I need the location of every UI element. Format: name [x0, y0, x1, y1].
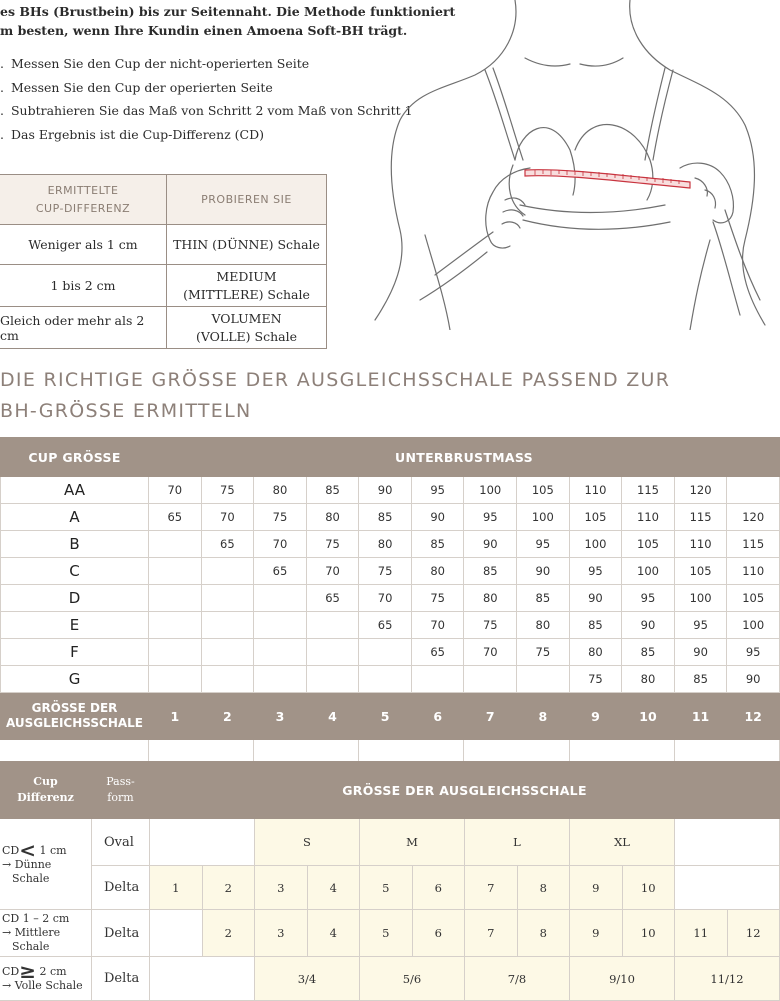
size-cell: 95	[464, 504, 517, 531]
size-cell: 65	[411, 639, 464, 666]
table-row	[1, 639, 780, 666]
size-cell	[359, 639, 412, 666]
footer-size: 1	[149, 693, 202, 740]
delta-size-cell: 4	[307, 910, 360, 957]
footer-size: 12	[727, 693, 780, 740]
size-cell: 75	[201, 477, 254, 504]
size-cell: 95	[727, 639, 780, 666]
delta-size-cell: 5/6	[360, 957, 465, 1001]
size-cell	[306, 639, 359, 666]
size-cell: 105	[727, 585, 780, 612]
delta-size-cell: 9	[570, 910, 623, 957]
size-cell: 65	[201, 531, 254, 558]
header-underbust: UNTERBRUSTMASS	[149, 438, 780, 477]
header-shell-size: GRÖSSE DER AUSGLEICHSSCHALE	[150, 762, 780, 819]
size-cell	[149, 531, 202, 558]
size-cell: 80	[254, 477, 307, 504]
size-cell	[254, 639, 307, 666]
size-cell: 95	[517, 531, 570, 558]
size-cell: 65	[306, 585, 359, 612]
size-cell: 95	[674, 612, 727, 639]
oval-size-cell: S	[255, 819, 360, 866]
size-cell: 65	[149, 504, 202, 531]
cd-1-2cm-label: CD 1 – 2 cm → Mittlere Schale	[0, 910, 92, 957]
footer-size: 8	[517, 693, 570, 740]
size-cell: 85	[359, 504, 412, 531]
size-cell: 80	[306, 504, 359, 531]
size-cell: 70	[464, 639, 517, 666]
table-row	[1, 558, 780, 585]
cd-try-cell: THIN (DÜNNE) Schale	[167, 225, 327, 265]
empty-cell	[150, 819, 255, 866]
size-cell: 90	[674, 639, 727, 666]
size-cell	[149, 585, 202, 612]
cup-label: D	[1, 585, 149, 612]
size-cell	[306, 612, 359, 639]
size-cell: 115	[622, 477, 675, 504]
size-cell: 100	[517, 504, 570, 531]
size-cell	[727, 477, 780, 504]
size-cell	[149, 612, 202, 639]
cup-label: G	[1, 666, 149, 693]
empty-cell	[675, 866, 780, 910]
size-cell	[149, 666, 202, 693]
size-cell: 75	[517, 639, 570, 666]
delta-size-cell: 6	[412, 866, 465, 910]
intro-line-1: es BHs (Brustbein) bis zur Seitennaht. Die Methode funktioniert	[0, 4, 456, 19]
size-cell	[254, 585, 307, 612]
footer-size: 7	[464, 693, 517, 740]
size-cell	[254, 612, 307, 639]
size-cell: 100	[569, 531, 622, 558]
size-cell: 70	[306, 558, 359, 585]
step-item: . Das Ergebnis ist die Cup-Differenz (CD)	[0, 126, 265, 142]
size-table-footer	[1, 693, 780, 740]
size-cell: 70	[254, 531, 307, 558]
size-cell	[201, 639, 254, 666]
delta-size-cell: 3/4	[255, 957, 360, 1001]
delta-size-cell: 7/8	[465, 957, 570, 1001]
size-cell: 80	[464, 585, 517, 612]
table-row	[0, 225, 327, 265]
oval-size-cell: M	[360, 819, 465, 866]
cd-try-cell: VOLUMEN (VOLLE) Schale	[167, 307, 327, 349]
size-cell: 85	[517, 585, 570, 612]
delta-size-cell: 9	[570, 866, 623, 910]
cd-header-right: PROBIEREN SIE	[167, 175, 327, 225]
delta-size-cell: 4	[307, 866, 360, 910]
size-cell	[201, 666, 254, 693]
size-cell: 90	[411, 504, 464, 531]
size-cell: 70	[149, 477, 202, 504]
delta-size-cell: 8	[517, 910, 570, 957]
size-cell	[149, 639, 202, 666]
size-cell: 90	[622, 612, 675, 639]
oval-size-cell: XL	[570, 819, 675, 866]
footer-size: 2	[201, 693, 254, 740]
size-cell	[201, 612, 254, 639]
table-row	[1, 477, 780, 504]
size-cell	[359, 666, 412, 693]
size-cell: 105	[517, 477, 570, 504]
size-cell: 70	[201, 504, 254, 531]
size-cell: 75	[306, 531, 359, 558]
header-cup-size: CUP GRÖSSE	[1, 438, 149, 477]
intro-line-2: m besten, wenn Ihre Kundin einen Amoena Soft-BH trägt.	[0, 23, 408, 38]
size-cell: 100	[464, 477, 517, 504]
size-cell: 110	[727, 558, 780, 585]
size-cell: 110	[622, 504, 675, 531]
footer-size: 6	[411, 693, 464, 740]
header-cup-difference: Cup Differenz	[0, 762, 92, 819]
size-cell: 95	[622, 585, 675, 612]
size-cell: 85	[569, 612, 622, 639]
size-cell: 75	[464, 612, 517, 639]
delta-size-cell: 7	[465, 910, 518, 957]
size-cell: 100	[622, 558, 675, 585]
delta-size-cell: 11	[675, 910, 728, 957]
size-cell: 90	[517, 558, 570, 585]
table-row	[0, 819, 780, 866]
footer-size: 9	[569, 693, 622, 740]
step-item: . Subtrahieren Sie das Maß von Schritt 2 vom Maß von Schritt 1	[0, 103, 413, 118]
size-cell	[201, 558, 254, 585]
empty-cell	[150, 957, 255, 1001]
size-cell: 80	[411, 558, 464, 585]
size-cell: 100	[674, 585, 727, 612]
table-row	[1, 504, 780, 531]
size-cell: 105	[569, 504, 622, 531]
size-cell: 80	[622, 666, 675, 693]
form-delta: Delta	[92, 866, 150, 910]
step-item: . Messen Sie den Cup der operierten Seite	[0, 79, 273, 95]
cup-difference-table	[0, 174, 327, 349]
size-cell: 110	[674, 531, 727, 558]
delta-size-cell: 2	[202, 910, 255, 957]
table-row	[0, 307, 327, 349]
cd-diff-cell: Weniger als 1 cm	[0, 225, 167, 265]
size-cell: 85	[411, 531, 464, 558]
section-title: DIE RICHTIGE GRÖSSE DER AUSGLEICHSSCHALE PASSEND ZUR BH-GRÖSSE ERMITTELN	[0, 369, 671, 422]
size-cell: 75	[254, 504, 307, 531]
size-cell	[149, 558, 202, 585]
table-row	[0, 957, 780, 1001]
table-row	[0, 910, 780, 957]
size-cell: 120	[727, 504, 780, 531]
size-cell: 90	[359, 477, 412, 504]
delta-size-cell: 2	[202, 866, 255, 910]
delta-size-cell: 9/10	[570, 957, 675, 1001]
footer-size: 5	[359, 693, 412, 740]
form-oval: Oval	[92, 819, 150, 866]
size-cell: 85	[674, 666, 727, 693]
table-row	[1, 531, 780, 558]
header-pass-form: Pass- form	[92, 762, 150, 819]
footer-size: 10	[622, 693, 675, 740]
size-cell: 95	[411, 477, 464, 504]
cup-label: A	[1, 504, 149, 531]
shell-assignment-table	[0, 761, 780, 1001]
size-cell: 65	[254, 558, 307, 585]
size-cell: 95	[569, 558, 622, 585]
delta-size-cell: 7	[465, 866, 518, 910]
footer-size: 11	[674, 693, 727, 740]
footer-label: GRÖSSE DER AUSGLEICHSSCHALE	[1, 693, 149, 740]
size-cell: 70	[359, 585, 412, 612]
empty-cell	[150, 910, 203, 957]
table-row	[1, 585, 780, 612]
empty-cell	[675, 819, 780, 866]
size-cell: 65	[359, 612, 412, 639]
cd-diff-cell: Gleich oder mehr als 2 cm	[0, 307, 167, 349]
cd-diff-cell: 1 bis 2 cm	[0, 265, 167, 307]
size-cell: 90	[569, 585, 622, 612]
delta-size-cell: 3	[255, 910, 308, 957]
size-cell: 80	[517, 612, 570, 639]
table-row	[1, 666, 780, 693]
footer-size: 4	[306, 693, 359, 740]
size-cell: 105	[674, 558, 727, 585]
size-cell: 115	[727, 531, 780, 558]
delta-size-cell: 10	[622, 866, 675, 910]
size-cell: 70	[411, 612, 464, 639]
size-cell: 85	[306, 477, 359, 504]
step-item: . Messen Sie den Cup der nicht-operierten Seite	[0, 56, 310, 71]
size-cell: 75	[569, 666, 622, 693]
delta-size-cell: 11/12	[675, 957, 780, 1001]
cd-less-1cm-label: CD< 1 cm → Dünne Schale	[0, 819, 92, 910]
size-cell	[201, 585, 254, 612]
form-delta: Delta	[92, 910, 150, 957]
size-cell	[254, 666, 307, 693]
delta-size-cell: 1	[150, 866, 203, 910]
oval-size-cell: L	[465, 819, 570, 866]
size-cell: 80	[359, 531, 412, 558]
size-cell: 110	[569, 477, 622, 504]
size-cell: 120	[674, 477, 727, 504]
delta-size-cell: 10	[622, 910, 675, 957]
size-cell: 85	[622, 639, 675, 666]
delta-size-cell: 12	[727, 910, 780, 957]
cup-label: B	[1, 531, 149, 558]
size-cell: 75	[411, 585, 464, 612]
cup-label: F	[1, 639, 149, 666]
woman-measuring-bra-with-tape-illustration	[365, 0, 780, 330]
cup-label: AA	[1, 477, 149, 504]
cd-try-cell: MEDIUM (MITTLERE) Schale	[167, 265, 327, 307]
delta-size-cell: 6	[412, 910, 465, 957]
table-row	[1, 612, 780, 639]
size-cell: 75	[359, 558, 412, 585]
delta-size-cell: 5	[360, 866, 413, 910]
delta-size-cell: 8	[517, 866, 570, 910]
footer-size: 3	[254, 693, 307, 740]
size-cell: 105	[622, 531, 675, 558]
size-cell	[517, 666, 570, 693]
size-cell: 85	[464, 558, 517, 585]
delta-size-cell: 5	[360, 910, 413, 957]
size-cell: 115	[674, 504, 727, 531]
cup-label: E	[1, 612, 149, 639]
form-delta: Delta	[92, 957, 150, 1001]
cd-header-left: ERMITTELTE CUP-DIFFERENZ	[0, 175, 167, 225]
size-table-header	[1, 438, 780, 477]
size-cell: 90	[727, 666, 780, 693]
size-chart-table	[0, 437, 780, 768]
size-cell: 90	[464, 531, 517, 558]
size-cell	[411, 666, 464, 693]
table-row	[0, 866, 780, 910]
assignment-header	[0, 762, 780, 819]
delta-size-cell: 3	[255, 866, 308, 910]
size-cell: 100	[727, 612, 780, 639]
size-cell	[306, 666, 359, 693]
size-cell: 80	[569, 639, 622, 666]
cd-more-2cm-label: CD≥ 2 cm → Volle Schale	[0, 957, 92, 1001]
cup-label: C	[1, 558, 149, 585]
table-row	[0, 265, 327, 307]
size-cell	[464, 666, 517, 693]
